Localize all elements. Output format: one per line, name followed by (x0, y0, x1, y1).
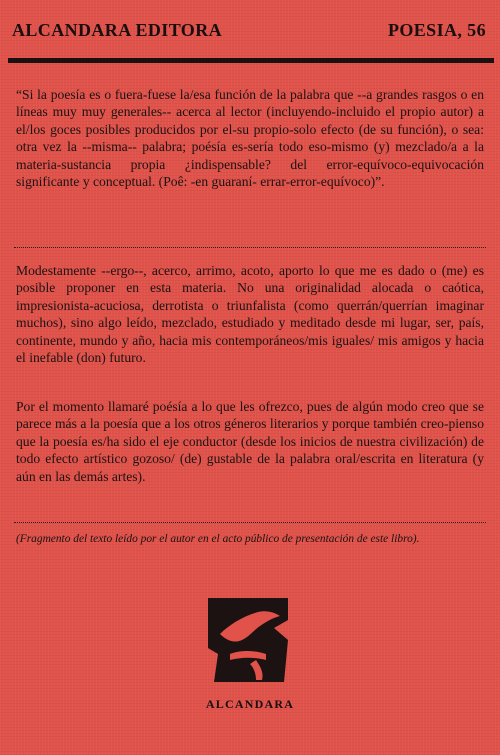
quote-paragraph: “Si la poesía es o fuera-fuese la/esa función de la palabra que --a grandes rasgos o en líneas muy muy generales-- acerca al lector (incluyendo-incluido el propio autor) a el/los goces posibles producidos por el-su propio-solo efecto (de su función), o sea: otra vez la --misma-- palabra; poésía es-sería todo eso-mismo (y) mezclado/a a la materia-sustancia propia ¿indispensable? del error-equívoco-equivocación significante y conceptual. (Poê: -en guaraní- errar-error-equívoco)”. (16, 87, 484, 190)
body-paragraph-1: Modestamente --ergo--, acerco, arrimo, acoto, aporto lo que me es dado o (me) es posible proponer en esta materia. No una originalidad alocada o caótica, impresionista-acuciosa, derrotista o triunfalista (como querrán/querrían imaginar muchos), sino algo leído, mezclado, estudiado y meditado desde mi lugar, ser, país, continente, mundo y año, hacia mis contemporáneos/mis iguales/ mis amigos y hacia el inefable (don) futuro. (16, 263, 484, 366)
body-paragraph-2: Por el momento llamaré poésía a lo que les ofrezco, pues de algún modo creo que se parece más a la poesía que a los otros géneros literarios y porque también creo-pienso que la poesía es/ha sido el eje conductor (desde los inicios de nuestra civilización) de todo efecto artístico gozoso/ (de) gustable de la palabra oral/escrita en literatura (y aún en las demás artes). (16, 399, 484, 484)
publisher-name: ALCANDARA EDITORA (12, 20, 222, 40)
logo-name: ALCANDARA (205, 697, 295, 711)
dotted-divider-2 (14, 522, 486, 523)
header-rule (8, 58, 494, 63)
series-number: POESIA, 56 (387, 20, 486, 40)
header (12, 20, 486, 41)
dotted-divider-1 (14, 247, 486, 248)
source-note: (Fragmento del texto leído por el autor en el acto público de presentación de este libro). (16, 533, 420, 545)
bird-on-perch-logo-icon (200, 594, 296, 686)
